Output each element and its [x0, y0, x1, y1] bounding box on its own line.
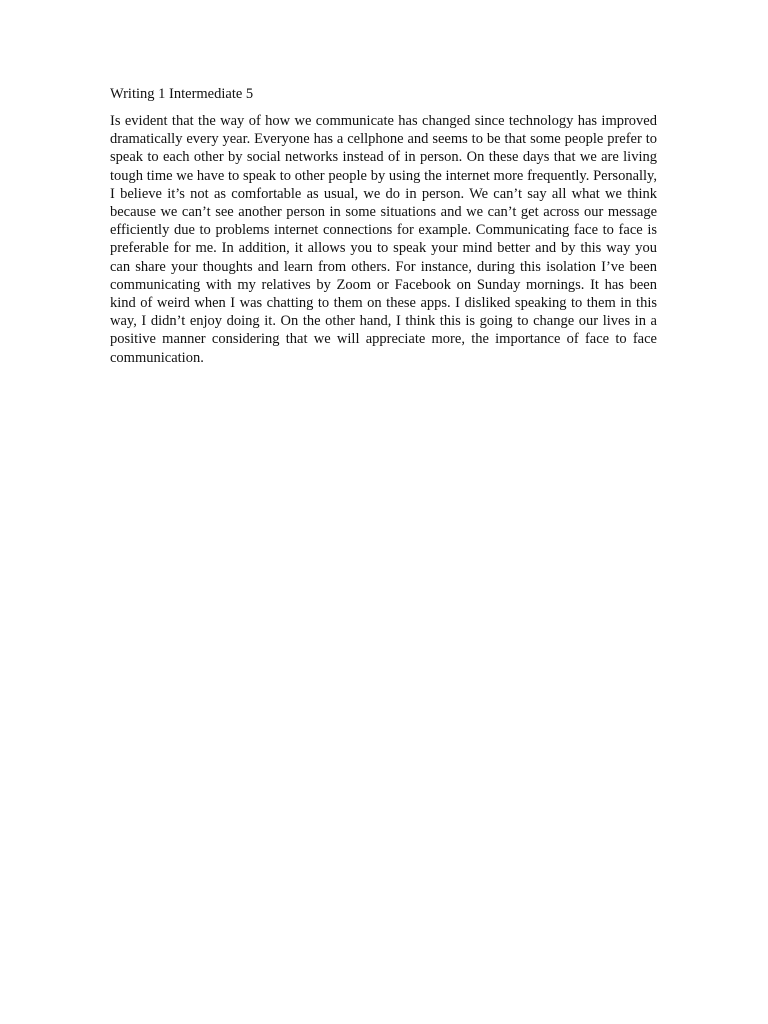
document-title: Writing 1 Intermediate 5: [110, 86, 254, 102]
document-paragraph: Is evident that the way of how we communicate has changed since technology has improved dramatically every year. Everyone has a cellphone and seems to be that some people prefer to speak to each other by social networks instead of in person. On these days that we are living tough time we have to speak to other people by using the internet more frequently. Personally, I believe it’s not as comfortable as usual, we do in person. We can’t say all what we think because we can’t see another person in some situations and we can’t get across our message efficiently due to problems internet connections for example. Communicating face to face is preferable for me. In addition, it allows you to speak your mind better and by this way you can share your thoughts and learn from others. For instance, during this isolation I’ve been communicating with my relatives by Zoom or Facebook on Sunday mornings. It has been kind of weird when I was chatting to them on these apps. I disliked speaking to them in this way, I didn’t enjoy doing it. On the other hand, I think this is going to change our lives in a positive manner considering that we will appreciate more, the importance of face to face communication.: [110, 113, 657, 366]
document-content: [110, 85, 657, 367]
